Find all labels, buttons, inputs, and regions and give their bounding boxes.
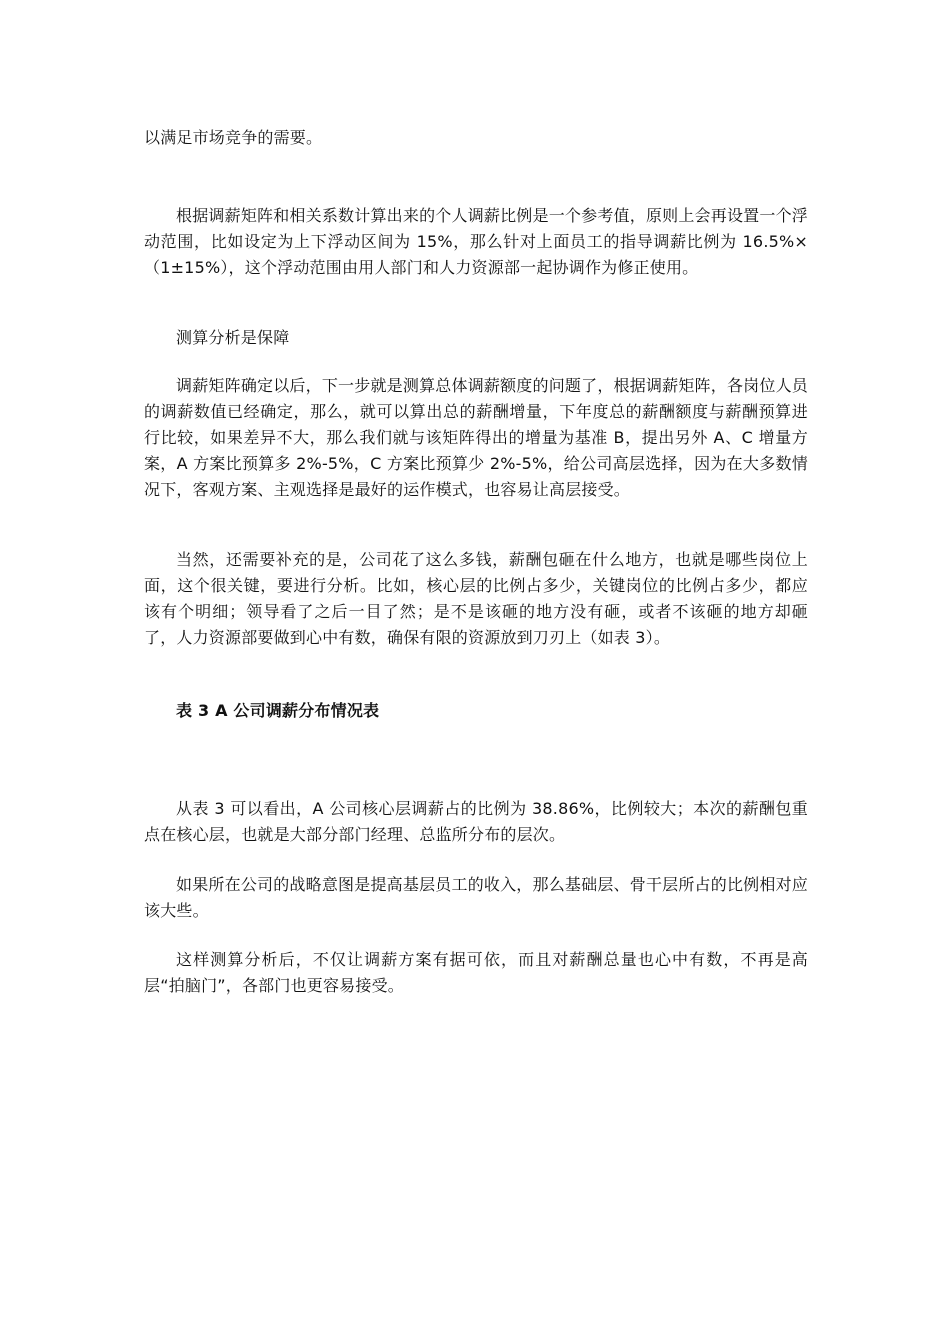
section-heading-analysis: 测算分析是保障: [176, 328, 290, 347]
paragraph-table-analysis: 从表 3 可以看出，A 公司核心层调薪占的比例为 38.86%，比例较大；本次的薪酬包重点在核心层，也就是大部分部门经理、总监所分布的层次。: [144, 799, 808, 844]
paragraph-floating-range: 根据调薪矩阵和相关系数计算出来的个人调薪比例是一个参考值，原则上会再设置一个浮动范围，比如设定为上下浮动区间为 15%，那么针对上面员工的指导调薪比例为 16.5%×（1±15%），这个浮动范围由用人部门和人力资源部一起协调作为修正使用。: [144, 206, 808, 277]
paragraph-salary-distribution: 当然，还需要补充的是，公司花了这么多钱，薪酬包砸在什么地方，也就是哪些岗位上面，这个很关键，要进行分析。比如，核心层的比例占多少，关键岗位的比例占多少，都应该有个明细；领导看了之后一目了然；是不是该砸的地方没有砸，或者不该砸的地方却砸了，人力资源部要做到心中有数，确保有限的资源放到刀刃上（如表 3）。: [144, 550, 808, 647]
paragraph-budget-calculation: 调薪矩阵确定以后，下一步就是测算总体调薪额度的问题了，根据调薪矩阵，各岗位人员的调薪数值已经确定，那么，就可以算出总的薪酬增量，下年度总的薪酬额度与薪酬预算进行比较，如果差异不大，那么我们就与该矩阵得出的增量为基准 B，提出另外 A、C 增量方案，A 方案比预算多 2%-5%，C 方案比预算少 2%-5%，给公司高层选择，因为在大多数情况下，客观方案、主观选择是最好的运作模式，也容易让高层接受。: [144, 376, 808, 499]
paragraph-conclusion: 这样测算分析后，不仅让调薪方案有据可依，而且对薪酬总量也心中有数，不再是高层“拍脑门”，各部门也更容易接受。: [144, 950, 808, 995]
paragraph-strategy: 如果所在公司的战略意图是提高基层员工的收入，那么基础层、骨干层所占的比例相对应该大些。: [144, 875, 808, 920]
paragraph-market-competition: 以满足市场竞争的需要。: [144, 128, 323, 147]
table-caption: 表 3 A 公司调薪分布情况表: [176, 701, 380, 720]
